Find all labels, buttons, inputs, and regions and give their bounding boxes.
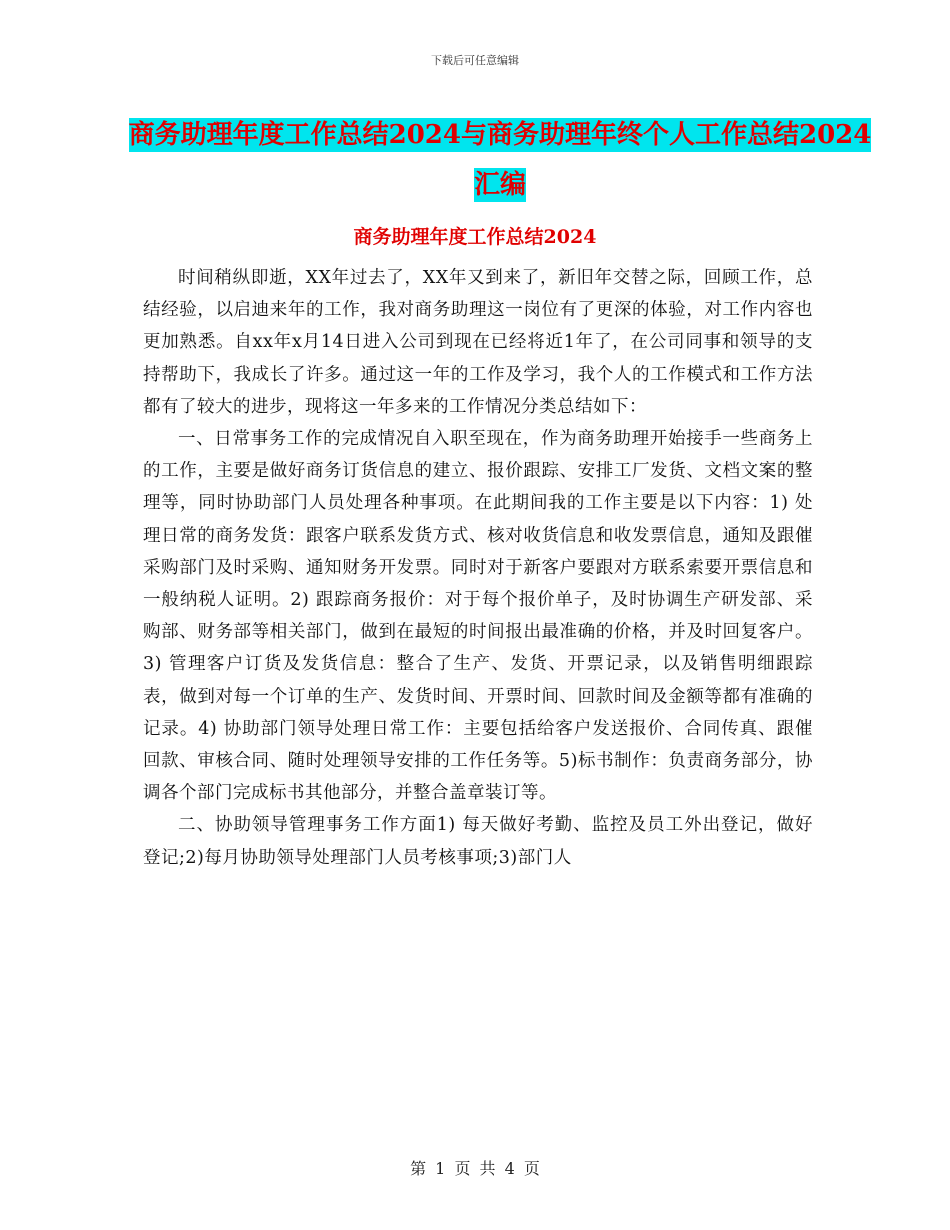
- header-note: 下载后可任意编辑: [431, 54, 519, 67]
- paragraph-3: 二、协助领导管理事务工作方面1) 每天做好考勤、监控及员工外出登记，做好登记;2)每月协助领导处理部门人员考核事项;3)部门人: [143, 815, 813, 868]
- document-title: [120, 110, 880, 210]
- paragraph-1: 时间稍纵即逝，XX年过去了，XX年又到来了，新旧年交替之际，回顾工作，总结经验，以启迪来年的工作，我对商务助理这一岗位有了更深的体验，对工作内容也更加熟悉。自xx年x月14日进入公司到现在已经将近1年了，在公司同事和领导的支持帮助下，我成长了许多。通过这一年的工作及学习，我个人的工作模式和工作方法都有了较大的进步，现将这一年多来的工作情况分类总结如下：: [143, 268, 813, 417]
- document-body: [143, 262, 813, 874]
- page-footer: 第 1 页 共 4 页: [410, 1159, 540, 1178]
- document-title-text: 商务助理年度工作总结2024与商务助理年终个人工作总结2024汇编: [128, 120, 872, 200]
- paragraph-2: 一、日常事务工作的完成情况自入职至现在，作为商务助理开始接手一些商务上的工作，主要是做好商务订货信息的建立、报价跟踪、安排工厂发货、文档文案的整理等，同时协助部门人员处理各种事项。在此期间我的工作主要是以下内容：1) 处理日常的商务发货：跟客户联系发货方式、核对收货信息和收发票信息，通知及跟催采购部门及时采购、通知财务开发票。同时对于新客户要跟对方联系索要开票信息和一般纳税人证明。2) 跟踪商务报价：对于每个报价单子，及时协调生产研发部、采购部、财务部等相关部门，做到在最短的时间报出最准确的价格，并及时回复客户。3) 管理客户订货及发货信息：整合了生产、发货、开票记录，以及销售明细跟踪表，做到对每一个订单的生产、发货时间、开票时间、回款时间及金额等都有准确的记录。4) 协助部门领导处理日常工作：主要包括给客户发送报价、合同传真、跟催回款、审核合同、随时处理领导安排的工作任务等。5)标书制作：负责商务部分，协调各个部门完成标书其他部分，并整合盖章装订等。: [143, 429, 813, 804]
- section-title: 商务助理年度工作总结2024: [353, 226, 597, 248]
